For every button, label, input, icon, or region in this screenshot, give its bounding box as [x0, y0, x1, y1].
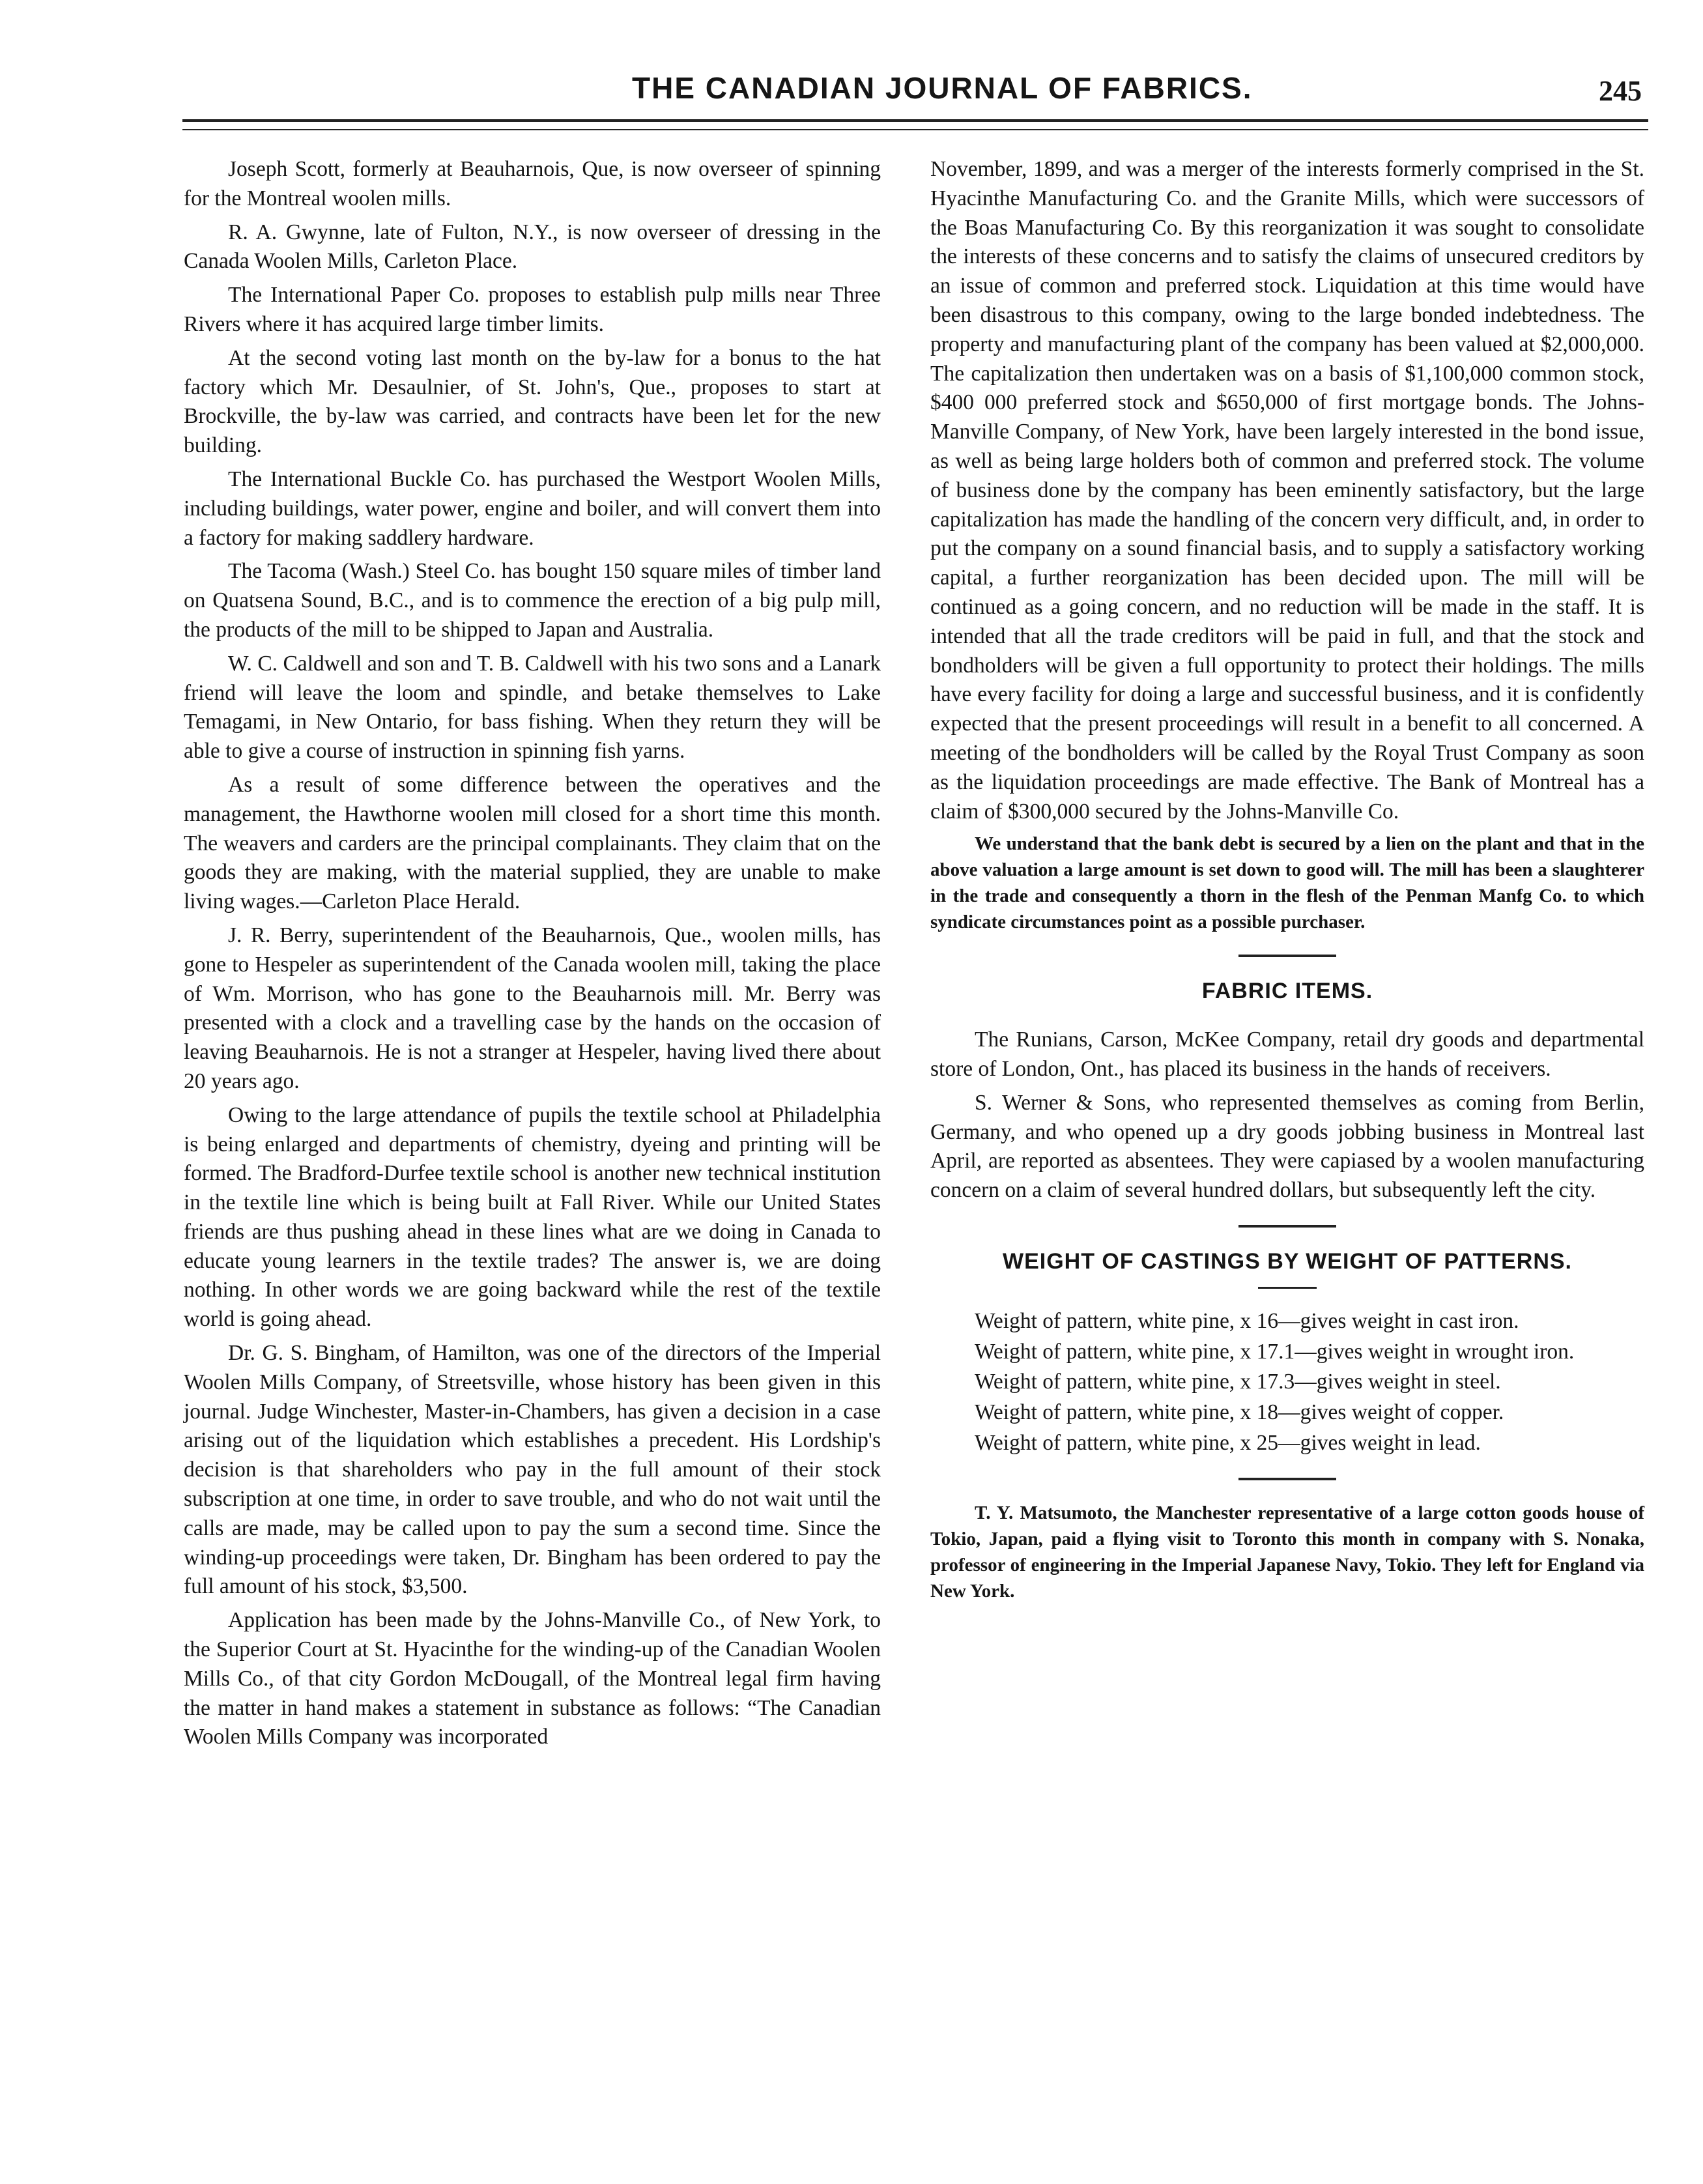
news-paragraph: J. R. Berry, superintendent of the Beauharnois, Que., woolen mills, has gone to Hespeler as superintendent of the Canada woolen mill, taking the place of Wm. Morrison, who has gone to the Beauharnois mill. Mr. Berry was presented with a clock and a travelling case by the hands on the occasion of leaving Beauharnois. He is not a stranger at Hespeler, having lived there about 20 years ago. — [184, 923, 881, 1093]
castings-line: Weight of pattern, white pine, x 17.1—gives weight in wrought iron. — [975, 1339, 1575, 1364]
news-paragraph: The International Buckle Co. has purchased the Westport Woolen Mills, including buildings, water power, engine and boiler, and will convert them into a factory for making saddlery hardware. — [184, 467, 881, 550]
castings-line: Weight of pattern, white pine, x 25—gives weight in lead. — [975, 1430, 1481, 1455]
section-divider — [1238, 955, 1336, 957]
news-paragraph: W. C. Caldwell and son and T. B. Caldwell with his two sons and a Lanark friend will leave the loom and spindle, and betake themselves to Lake Temagami, in New Ontario, for bass fishing. When they return they will be able to give a course of instruction in spinning fish yarns. — [184, 651, 881, 764]
header-rule — [182, 119, 1648, 130]
page-number: 245 — [1599, 75, 1642, 107]
page-header — [182, 70, 1642, 116]
news-paragraph: At the second voting last month on the by-law for a bonus to the hat factory which Mr. Desaulnier, of St. John's, Que., proposes to start at Brockville, the by-law was carried, and contracts have been let for the new building. — [184, 345, 881, 458]
castings-line: Weight of pattern, white pine, x 17.3—gives weight in steel. — [975, 1370, 1501, 1394]
news-paragraph: Joseph Scott, formerly at Beauharnois, Que, is now overseer of spinning for the Montreal woolen mills. — [184, 157, 881, 210]
running-title: THE CANADIAN JOURNAL OF FABRICS. — [632, 71, 1253, 105]
section-divider — [1238, 1225, 1336, 1228]
news-paragraph: As a result of some difference between the operatives and the management, the Hawthorne woolen mill closed for a short time this month. The weavers and carders are the principal complainants. They claim that on the goods they are making, with the material supplied, they are unable to make living wages.—Carleton Place Herald. — [184, 772, 881, 914]
castings-list — [930, 1307, 1644, 1458]
castings-line: Weight of pattern, white pine, x 16—gives weight in cast iron. — [975, 1308, 1519, 1333]
castings-heading: WEIGHT OF CASTINGS BY WEIGHT OF PATTERNS. — [1003, 1248, 1572, 1274]
section-divider — [1238, 1478, 1336, 1480]
news-paragraph: Dr. G. S. Bingham, of Hamilton, was one of the directors of the Imperial Woolen Mills Company, of Streetsville, whose history has been given in this journal. Judge Winchester, Master-in-Chambers, has given a decision in a case arising out of the liquidation which establishes a precedent. His Lordship's decision is that shareholders who pay in the full amount of their stock subscription at one time, in order to save trouble, and who do not wait until the calls are made, may be called upon to pay the sum a second time. Since the winding-up proceedings were taken, Dr. Bingham has been ordered to pay the full amount of his stock, $3,500. — [184, 1341, 881, 1599]
news-paragraph: The International Paper Co. proposes to establish pulp mills near Three Rivers where it has acquired large timber limits. — [184, 283, 881, 336]
castings-line: Weight of pattern, white pine, x 18—gives weight of copper. — [975, 1400, 1504, 1425]
news-paragraph: The Tacoma (Wash.) Steel Co. has bought 150 square miles of timber land on Quatsena Sound, B.C., and is to commence the erection of a big pulp mill, the products of the mill to be shipped to Japan and Australia. — [184, 559, 881, 642]
news-paragraph: Owing to the large attendance of pupils the textile school at Philadelphia is being enlarged and departments of chemistry, dyeing and printing will be formed. The Bradford-Durfee textile school is another new technical institution in the textile line which is being built at Fall River. While our United States friends are thus pushing ahead in these lines what are we doing in Canada to educate young learners in the textile trades? The answer is, we are doing nothing. In other words we are going backward while the rest of the textile world is going ahead. — [184, 1102, 881, 1332]
right-column — [930, 155, 1644, 1609]
heading-underline — [1258, 1287, 1317, 1289]
fabric-item: The Runians, Carson, McKee Company, retail dry goods and departmental store of London, Ont., has placed its business in the hands of receivers. — [930, 1027, 1644, 1081]
continued-paragraph: November, 1899, and was a merger of the interests formerly comprised in the St. Hyacinthe Manufacturing Co. and the Granite Mills, which were successors of the Boas Manufacturing Co. By this reorganization it was sought to consolidate the interests of these concerns and to satisfy the claims of unsecured creditors by an issue of common and preferred stock. Liquidation at this time would have been disastrous to this company, owing to the large bonded indebtedness. The property and manufacturing plant of the company has been valued at $2,000,000. The capitalization then undertaken was on a basis of $1,100,000 common stock, $400 000 preferred stock and $650,000 of first mortgage bonds. The Johns-Manville Company, of New York, have been largely interested in the bond issue, as well as being large holders both of common and preferred stock. The volume of business done by the company has been eminently satisfactory, but the large capitalization has made the handling of the concern very difficult, and, in order to put the company on a sound financial basis, and to supply a satisfactory working capital, a further reorganization has been decided upon. The mill will be continued as a going concern, and no reduction will be made in the staff. It is intended that all the trade creditors will be paid in full, and that the stock and bondholders will be given a full opportunity to protect their holdings. The mills have every facility for doing a large and successful business, and it is confidently expected that the present proceedings will result in a benefit to all concerned. A meeting of the bondholders will be called by the Royal Trust Company as soon as the liquidation proceedings are made effective. The Bank of Montreal has a claim of $300,000 secured by the Johns-Manville Co. — [930, 157, 1644, 824]
left-column — [184, 155, 881, 1757]
closing-note: T. Y. Matsumoto, the Manchester representative of a large cotton goods house of Tokio, Japan, paid a flying visit to Toronto this month in company with S. Nonaka, professor of engineering in the Imperial Japanese Navy, Tokio. They left for England via New York. — [930, 1502, 1644, 1602]
editorial-note: We understand that the bank debt is secured by a lien on the plant and that in the above valuation a large amount is set down to good will. The mill has been a slaughterer in the trade and consequently a thorn in the flesh of the Penman Manfg Co. to which syndicate circumstances point as a possible purchaser. — [930, 833, 1644, 933]
fabric-items-heading: FABRIC ITEMS. — [1201, 979, 1373, 1004]
news-paragraph: Application has been made by the Johns-Manville Co., of New York, to the Superior Court at St. Hyacinthe for the winding-up of the Canadian Woolen Mills Co., of that city Gordon McDougall, of the Montreal legal firm having the matter in hand makes a statement in substance as follows: “The Canadian Woolen Mills Company was incorporated — [184, 1608, 881, 1749]
news-paragraph: R. A. Gwynne, late of Fulton, N.Y., is now overseer of dressing in the Canada Woolen Mills, Carleton Place. — [184, 220, 881, 274]
fabric-item: S. Werner & Sons, who represented themselves as coming from Berlin, Germany, and who opened up a dry goods jobbing business in Montreal last April, are reported as absentees. They were capiased by a woolen manufacturing concern on a claim of several hundred dollars, but subsequently left the city. — [930, 1090, 1644, 1203]
